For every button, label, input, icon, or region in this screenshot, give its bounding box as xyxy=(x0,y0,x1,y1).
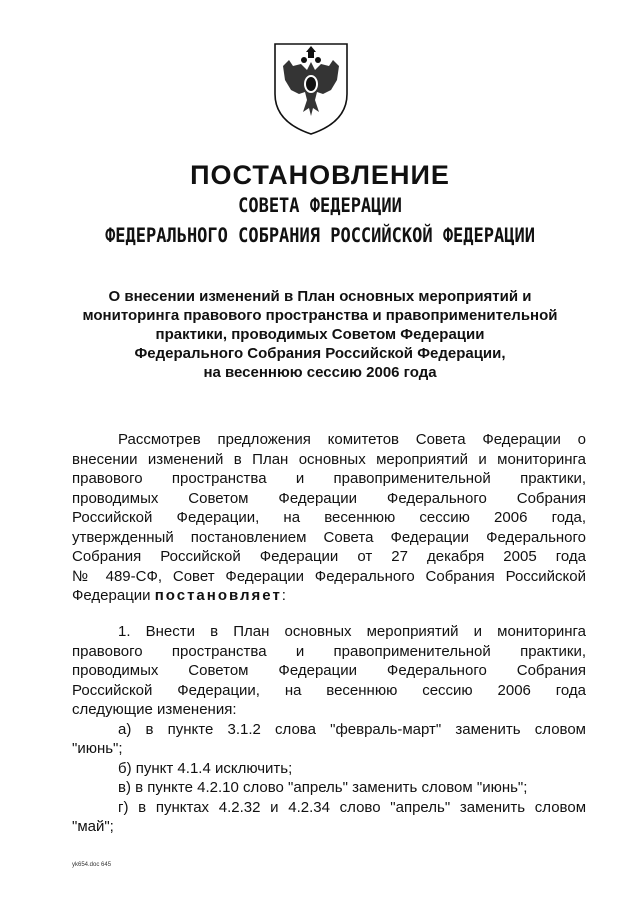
preamble-line: Российской Федерации, на весеннюю сессию 2006 года, xyxy=(72,509,586,526)
coat-of-arms-emblem xyxy=(271,40,351,136)
preamble-line: внесении изменений в План основных мероприятий и мониторинга xyxy=(72,450,586,468)
item-line: правового пространства и правоприменительной практики, xyxy=(72,642,586,660)
preamble-line: утвержденный постановлением Совета Федерации Федерального xyxy=(72,528,586,546)
item-line: проводимых Советом Федерации Федерального Собрания xyxy=(72,662,586,679)
item-line: Российской Федерации, на весеннюю сессию 2006 года xyxy=(72,681,586,699)
preamble-last-line xyxy=(72,586,586,606)
subject-line: Федерального Собрания Российской Федерации, xyxy=(134,345,506,362)
subitem-b-line: б) пункт 4.1.4 исключить; xyxy=(118,759,293,777)
document-type-title: ПОСТАНОВЛЕНИЕ xyxy=(190,160,450,190)
subitem-a-line: а) в пункте 3.1.2 слова "февраль-март" заменить словом xyxy=(118,720,586,738)
preamble-line: проводимых Советом Федерации Федерального Собрания xyxy=(72,489,586,507)
subject-line: практики, проводимых Советом Федерации xyxy=(155,326,485,343)
resolves-keyword: постановляет xyxy=(154,587,282,604)
item-line: следующие изменения: xyxy=(72,701,237,718)
item-line: 1. Внести в План основных мероприятий и мониторинга xyxy=(118,623,586,640)
subject-line: О внесении изменений в План основных мероприятий и xyxy=(108,288,532,305)
issuer-line-1: СОВЕТА ФЕДЕРАЦИИ xyxy=(238,194,402,218)
subitem-a-line: "июнь"; xyxy=(72,740,123,757)
preamble-line: № 489-СФ, Совет Федерации Федерального Собрания Российской xyxy=(72,567,586,585)
preamble-line: Рассмотрев предложения комитетов Совета Федерации о xyxy=(118,431,586,448)
preamble-last-suffix: : xyxy=(281,587,286,604)
subject-line: мониторинга правового пространства и правоприменительной xyxy=(82,307,558,324)
preamble-line: правового пространства и правоприменительной практики, xyxy=(72,470,586,487)
subitem-c-line: в) в пункте 4.2.10 слово "апрель" заменить словом "июнь"; xyxy=(118,779,528,796)
item-1-paragraph xyxy=(72,622,586,837)
preamble-last-prefix: Федерации xyxy=(72,587,155,604)
document-code: yk654.doc 645 xyxy=(72,862,112,868)
subject-line: на весеннюю сессию 2006 года xyxy=(203,364,437,381)
document-subject xyxy=(70,287,570,382)
subitem-d-line: г) в пунктах 4.2.32 и 4.2.34 слово "апрель" заменить словом xyxy=(118,798,586,816)
preamble-paragraph xyxy=(72,430,586,606)
subitem-d-line: "май"; xyxy=(72,818,114,835)
issuer-line-2: ФЕДЕРАЛЬНОГО СОБРАНИЯ РОССИЙСКОЙ ФЕДЕРАЦИИ xyxy=(105,224,535,248)
preamble-line: Собрания Российской Федерации от 27 декабря 2005 года xyxy=(72,548,586,565)
